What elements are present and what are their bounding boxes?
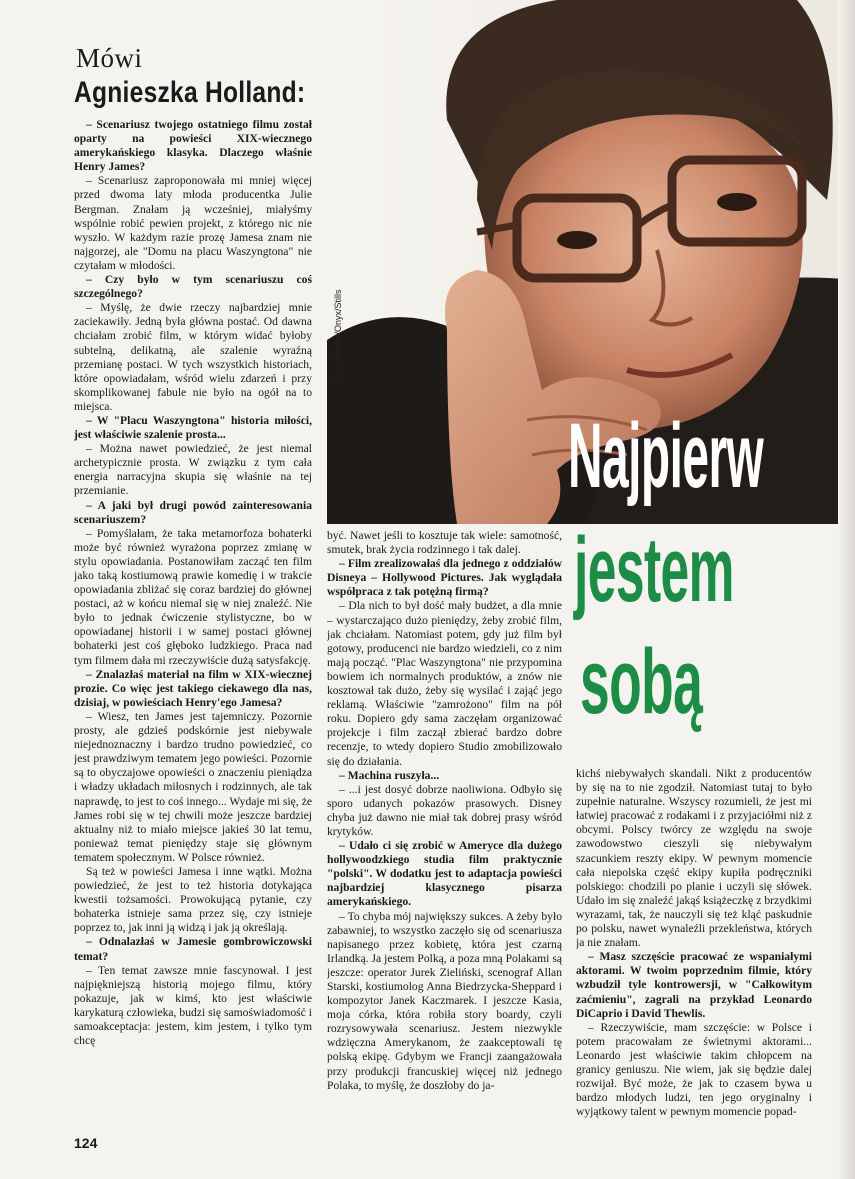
answer-paragraph: być. Nawet jeśli to kosztuje tak wiele: samotność, smutek, brak życia rodzinnego i tak dalej. (327, 529, 562, 557)
answer-paragraph: – Rzeczywiście, mam szczęście: w Polsce i potem pracowałam ze świetnymi aktorami... Leonardo jest właściwie takim chłopcem na granicy geniuszu. Nie wiem, jak się będzie dalej rozwijał. Być może, że jak to czasem bywa u bardzo młodych ludzi, ten jego oryginalny i wyjątkowy talent w pewnym momencie popad- (576, 1020, 812, 1119)
question-paragraph: – Udało ci się zrobić w Ameryce dla dużego hollywoodzkiego studia film praktycznie "polski". W dodatku jest to adaptacja powieści najbardziej klasycznego pisarza amerykańskiego. (327, 839, 562, 909)
answer-paragraph: – Scenariusz zaproponowała mi mniej więcej przed dwoma laty młoda producentka Julie Bergman. Znałam ją wcześniej, miałyśmy wspólnie robić pewien projekt, z którego nic nie wyszło. W każdym razie prozę Jamesa znam nie najgorzej, ale "Domu na placu Waszyngtona" nie czytałam w młodości. (74, 174, 312, 272)
headline-line-2: jestem (574, 519, 734, 621)
text-column-3 (576, 767, 812, 1147)
answer-paragraph: – Ten temat zawsze mnie fascynował. I jest najpiękniejszą historią mojego filmu, który pokazuje, jak w kimś, kto jest właściwie karykaturą człowieka, budzi się samoświadomość i samoakceptacja: jestem, kim jestem, i tylko tym chcę (74, 963, 312, 1048)
page-number: 124 (74, 1135, 98, 1151)
question-paragraph: – A jaki był drugi powód zainteresowania scenariuszem? (74, 498, 312, 526)
answer-paragraph: – Wiesz, ten James jest tajemniczy. Pozornie prosty, ale gdzieś podskórnie jest niebywale niejednoznaczny i bardzo trudno powiedzieć, co jest prawdziwym tematem jego powieści. Pozornie są to obyczajowe opowieści o znaczeniu pieniądza i władzy układach miłosnych i rodzinnych, ale tak naprawdę, to jest to coś innego... Wydaje mi się, że James robi się w tej chwili może jeszcze bardziej aktualny niż to miało miejsce jakieś 30 lat temu, ponieważ temat pieniędzy staje się głównym tematem społecznym. W Polsce również. (74, 709, 312, 864)
answer-paragraph: – Dla nich to był dość mały budżet, a dla mnie – wystarczająco dużo pieniędzy, żeby zrobić film, jak chciałam. Natomiast potem, gdy już film był gotowy, producenci nie bardzo wiedzieli, co z nim mają począć. "Plac Waszyngtona" nie przypomina bowiem ich normalnych produktów, a znów nie kosztował tak dużo, żeby się wysilać i zająć jego reklamą. Właściwie "zamrożono" film na pół roku. Dopiero gdy sama zaczęłam organizować projekcje i film zaczął zbierać bardzo dobre recenzje, to wtedy dopiero Studio zmobilizowało się do działania. (327, 599, 562, 768)
question-paragraph: – Masz szczęście pracować ze wspaniałymi aktorami. W twoim poprzednim filmie, który wzbudził tyle kontrowersji, w "Całkowitym zaćmieniu", zagrali na przykład Leonardo DiCaprio i David Thewlis. (576, 950, 812, 1020)
answer-paragraph: kichś niebywałych skandali. Nikt z producentów by się na to nie zgodził. Natomiast tutaj to było zupełnie naturalne. Wszyscy rozumieli, że jest mi łatwiej pracować z rodakami i z przyjaciółmi niż z obcymi. Polscy twórcy ze względu na swoje zawodowstwo cieszyli się niebywałym szacunkiem reszty ekipy. W pewnym momencie cała niepolska część ekipy kupiła podręczniki polskiego: chodzili po planie i uczyli się słówek. Udało im się znaleźć jakąś książeczkę z brzydkimi wyrazami, tak, że nauczyli się też kląć paskudnie po polsku, nawet wynaleźli przekleństwa, których ja nie znałam. (576, 767, 812, 950)
answer-paragraph: – Myślę, że dwie rzeczy najbardziej mnie zaciekawiły. Jedną była główna postać. Od dawna chciałam zrobić film, w którym widać byłoby subtelną, delikatną, ale szalenie wyraźną przemianę postaci. W tych wszystkich historiach, które opowiadałam, wśród wielu zdarzeń i przy skomplikowanej fabule nie było na ogół na to miejsca. (74, 301, 312, 413)
question-paragraph: – Scenariusz twojego ostatniego filmu został oparty na powieści XIX-wiecznego amerykańskiego klasyka. Dlaczego właśnie Henry James? (74, 118, 312, 174)
question-paragraph: – Machina ruszyła... (339, 768, 440, 782)
question-paragraph: – Film zrealizowałaś dla jednego z oddziałów Disneya – Hollywood Pictures. Jak wyglądała współpraca z tak potężną firmą? (327, 557, 562, 599)
headline-line-3: sobą (580, 631, 703, 733)
kicker: Mówi (76, 43, 143, 73)
page-edge-shadow (838, 0, 855, 1179)
answer-paragraph: – Można nawet powiedzieć, że jest niemal archetypicznie prosta. W związku z tym cała energia narracyjna skupia się właśnie na tej przemianie. (74, 442, 312, 498)
answer-paragraph: Są też w powieści Jamesa i inne wątki. Można powiedzieć, że jest to też historia dotykająca kwestii tożsamości. Prowokującą pytanie, czy bohaterka istnieje sama przez się, czy istnieje poprzez to, jak inni ją widzą i jak ją określają. (74, 864, 312, 935)
question-paragraph: – Odnalazłaś w Jamesie gombrowiczowski temat? (74, 935, 312, 963)
headline-line-1: Najpierw (568, 405, 764, 507)
text-column-1 (74, 118, 312, 1118)
photo-credit: Fot. Holland/Onyx/Stills (333, 289, 343, 383)
answer-paragraph: – ...i jest dosyć dobrze naoliwiona. Odbyło się sporo udanych pokazów prasowych. Disney chyba już dawno nie miał tak dobrej prasy wśród krytyków. (327, 782, 562, 838)
answer-paragraph: – To chyba mój największy sukces. A żeby było zabawniej, to wszystko zaczęło się od scenariusza napisanego przez kobietę, która jest czarną Irlandką. Ja jestem Polką, a poza mną Polakami są jeszcze: operator Jurek Zieliński, scenograf Allan Starski, kostiumolog Anna Biedrzycka-Sheppard i kompozytor Janek Kaczmarek. I jeszcze Kasia, moja córka, która robiła story boardy, czyli rozrysowywała scenariusz. Jestem niezwykle wdzięczna Amerykanom, że zaakceptowali tę polską ekipę. Gdybym we Francji zaangażowała przy produkcji francuskiej więcej niż jednego Polaka, to myślę, że doszłoby do ja- (327, 909, 562, 1092)
answer-paragraph: – Pomyślałam, że taka metamorfoza bohaterki może być również wyrażona poprzez zmianę w stylu opowiadania. Postanowiłam zacząć ten film jako taką kostiumową prawie komedię i w trakcie opowiadania zbliżać się coraz bardziej do głównej postaci, aż w końcu niemal się w niej znaleźć. Nie było to jednak ćwiczenie stylistyczne, bo w opowiadanej historii i w samej postaci głównej bohaterki jest coś głęboko ludzkiego. Praca nad tym filmem dała mi rzeczywiście dużą satysfakcję. (74, 526, 312, 667)
question-paragraph: – Czy było w tym scenariuszu coś szczególnego? (74, 273, 312, 301)
author-name: Agnieszka Holland: (74, 76, 306, 109)
question-paragraph: – Znalazłaś materiał na film w XIX-wiecznej prozie. Co więc jest takiego ciekawego dla nas, dzisiaj, w powieściach Henry'ego Jamesa? (74, 667, 312, 709)
question-paragraph: – W "Placu Waszyngtona" historia miłości, jest właściwie szalenie prosta... (74, 413, 312, 442)
text-column-2 (327, 529, 562, 1146)
